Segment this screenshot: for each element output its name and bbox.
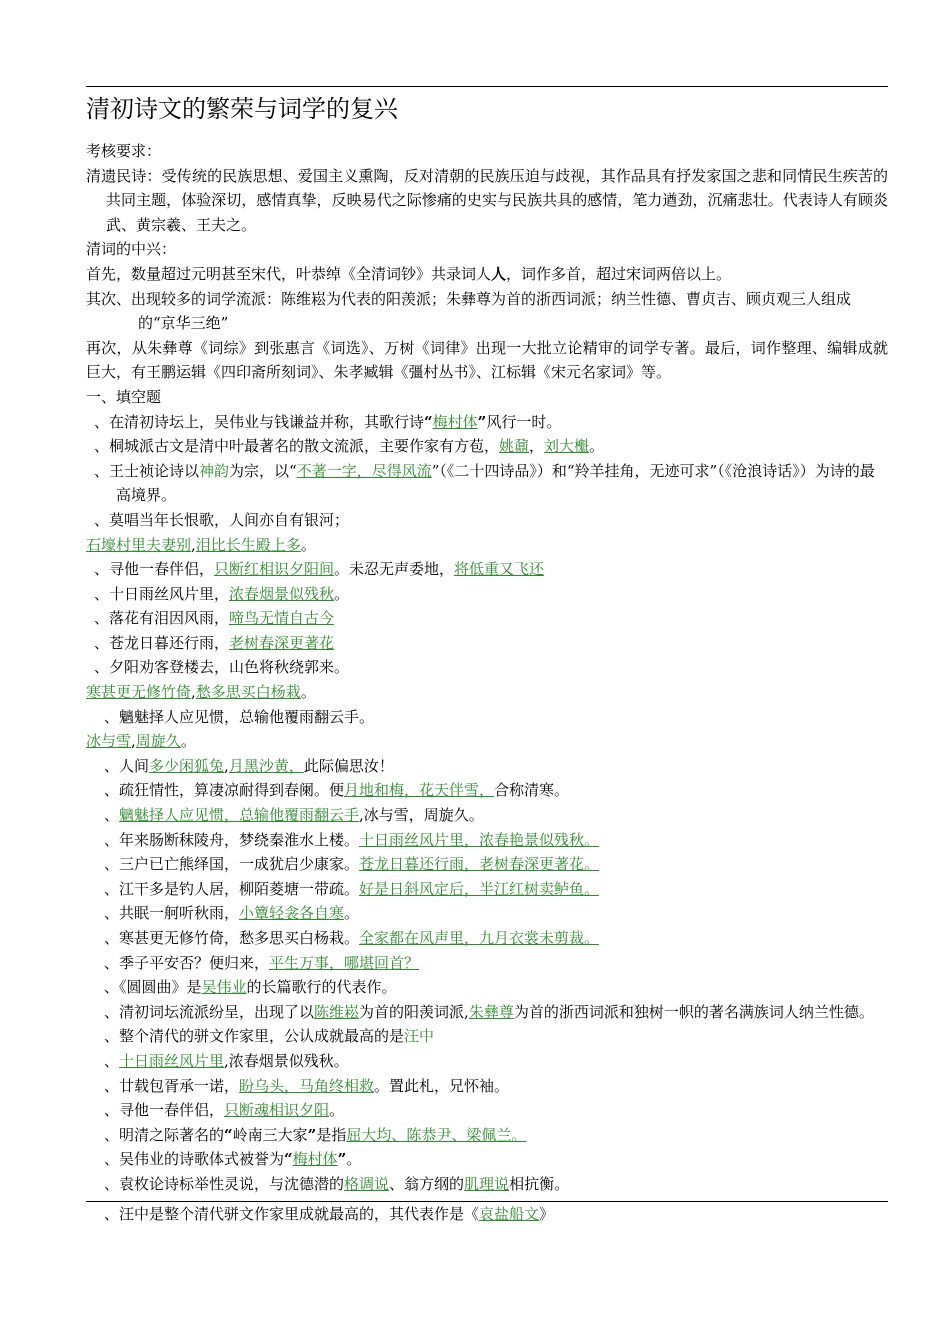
answer-10: 冰与雪,周旋久。 — [86, 732, 196, 751]
question-23: 、十日雨丝风片里,浓春烟景似残秋。 — [104, 1051, 349, 1070]
question-29: 、汪中是整个清代骈文作家里成就最高的，其代表作是《哀盐船文》 — [104, 1204, 555, 1223]
top-rule — [86, 86, 888, 87]
section-heading: 一、填空题 — [86, 387, 162, 406]
question-21: 、清初词坛流派纷呈，出现了以陈维崧为首的阳羡词派,朱彝尊为首的浙西词派和独树一帜的著名满族词人纳兰性德。 — [104, 1002, 874, 1021]
question-11: 、人间多少闲狐兔,月黑沙黄，此际偏思汝！ — [104, 756, 394, 775]
question-13: 、魑魅择人应见惯，总输他覆雨翻云手,冰与雪，周旋久。 — [104, 806, 484, 825]
question-9: 、夕阳劝客登楼去，山色将秋绕郭来。 — [94, 658, 350, 677]
question-12: 、疏狂情性，算凄凉耐得到春阑。便月地和梅，花天伴雪，合称清寒。 — [104, 781, 570, 800]
ci-first: 首先，数量超过元明甚至宋代，叶恭绰《全清词钞》共录词人人，词作多首，超过宋词两倍以上。 — [86, 264, 732, 283]
requirements-label: 考核要求： — [86, 142, 162, 160]
page-title: 清初诗文的繁荣与词学的复兴 — [86, 95, 398, 123]
question-3: 、王士祯论诗以神韵为宗，以“不著一字，尽得风流”（《二十四诗品》）和“羚羊挂角，无迹可求”（《沧浪诗话》）为诗的最高境界。 — [94, 461, 875, 505]
question-22: 、整个清代的骈文作家里，公认成就最高的是汪中 — [104, 1027, 435, 1046]
question-20: 、《圆圆曲》是吴伟业的长篇歌行的代表作。 — [104, 978, 397, 997]
question-18: 、寒甚更无修竹倚，愁多思买白杨栽。全家都在风声里，九月衣裳未剪裁。 — [104, 929, 600, 947]
ci-third: 再次，从朱彝尊《词综》到张惠言《词选》、万树《词律》出现一大批立论精审的词学专著。最后，词作整理、编辑成就巨大，有王鹏运辑《四印斋所刻词》、朱孝臧辑《彊村丛书》、江标辑《宋元名家词》等。 — [86, 338, 888, 382]
question-25: 、寻他一春伴侣，只断魂相识夕阳。 — [104, 1101, 345, 1120]
question-5: 、寻他一春伴侣，只断红相识夕阳间。未忍无声委地，将低重又飞还 — [94, 560, 545, 579]
question-1: 、在清初诗坛上，吴伟业与钱谦益并称，其歌行诗“梅村体”风行一时。 — [94, 412, 562, 431]
document-page — [86, 86, 888, 1226]
question-7: 、落花有泪因风雨，啼鸟无情自古今 — [94, 609, 335, 628]
question-27: 、吴伟业的诗歌体式被誉为“梅村体”。 — [104, 1150, 362, 1169]
question-17: 、共眠一舸听秋雨，小簟轻衾各自寒。 — [104, 904, 360, 923]
ci-second: 其次、出现较多的词学流派：陈维崧为代表的阳羡派；朱彝尊为首的浙西词派；纳兰性德、曹贞吉、顾贞观三人组成的“京华三绝” — [86, 289, 852, 333]
question-19: 、季子平安否？便归来，平生万事，哪堪回首？ — [104, 953, 420, 972]
answer-4: 石壕村里夫妻别,泪比长生殿上多。 — [86, 535, 316, 554]
question-4: 、莫唱当年长恨歌，人间亦自有银河； — [94, 510, 350, 529]
question-10: 、魑魅择人应见惯，总输他覆雨翻云手。 — [104, 707, 375, 726]
question-14: 、年来肠断秣陵舟，梦绕秦淮水上楼。十日雨丝风片里，浓春艳景似残秋。 — [104, 830, 600, 849]
question-24: 、廿载包胥承一诺，盼乌头，马角终相救。置此札，兄怀袖。 — [104, 1076, 510, 1095]
question-8: 、苍龙日暮还行雨，老树春深更著花 — [94, 633, 335, 652]
question-6: 、十日雨丝风片里，浓春烟景似残秋。 — [94, 584, 350, 603]
question-15: 、三户已亡熊绎国，一成犹启少康家。苍龙日暮还行雨，老树春深更著花。 — [104, 855, 600, 874]
yimin-paragraph: 清遗民诗：受传统的民族思想、爱国主义熏陶，反对清朝的民族压迫与歧视，其作品具有抒发家国之悲和同情民生疾苦的共同主题，体验深切，感情真挚，反映易代之际惨痛的史实与民族共具的感情，笔力遒劲，沉痛悲壮。代表诗人有顾炎武、黄宗羲、王夫之。 — [86, 166, 888, 234]
question-16: 、江干多是钓人居，柳陌菱塘一带疏。好是日斜风定后，半江红树卖鲈鱼。 — [104, 879, 600, 898]
question-28: 、袁枚论诗标举性灵说，与沈德潜的格调说、翁方纲的肌理说相抗衡。 — [104, 1174, 570, 1193]
answer-9: 寒甚更无修竹倚,愁多思买白杨栽。 — [86, 683, 316, 702]
ci-label: 清词的中兴： — [86, 240, 177, 259]
question-2: 、桐城派古文是清中叶最著名的散文流派，主要作家有方苞，姚鼐，刘大櫆。 — [94, 437, 605, 456]
question-26: 、明清之际著名的“岭南三大家”是指屈大均、陈恭尹、梁佩兰。 — [104, 1125, 527, 1144]
